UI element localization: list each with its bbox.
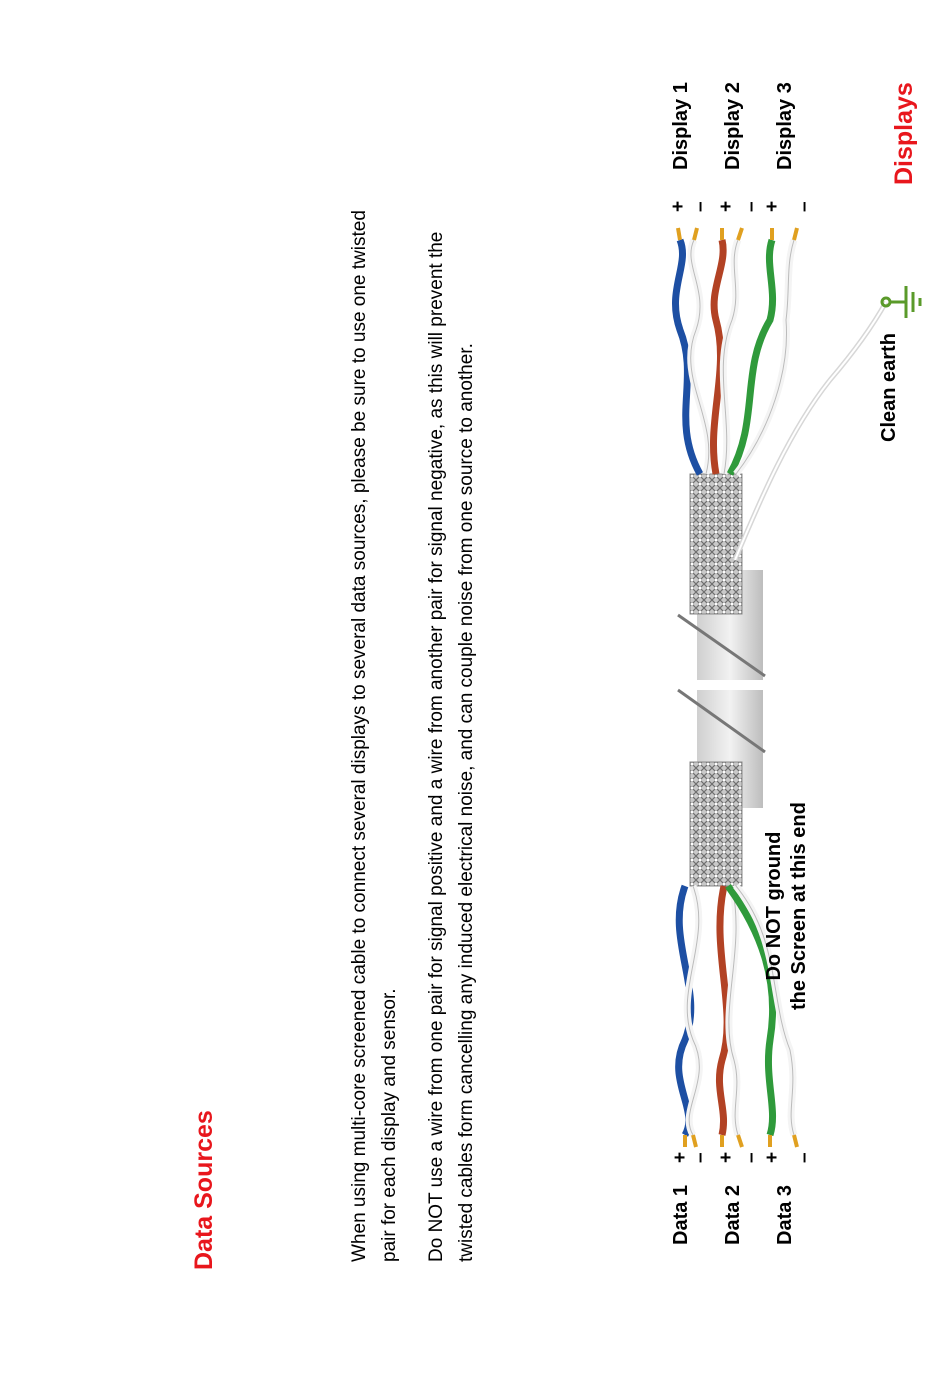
display-2-minus: –: [741, 201, 762, 212]
data-sources-heading: Data Sources: [190, 1110, 218, 1270]
clean-earth-label: Clean earth: [878, 333, 900, 442]
source-label-data-3: Data 3: [774, 1184, 796, 1245]
source-1-minus: –: [690, 1152, 711, 1163]
display-3-plus: +: [762, 200, 783, 212]
instruction-line: When using multi-core screened cable to connect several displays to several data sources, please be sure to use one twisted: [349, 210, 370, 1262]
source-2-plus: +: [716, 1151, 737, 1163]
earth-symbol: [882, 286, 920, 318]
display-1-plus: +: [668, 200, 689, 212]
display-pairs: [675, 228, 797, 474]
instruction-line: twisted cables form cancelling any induced electrical noise, and can couple noise from one source to another.: [456, 343, 477, 1262]
display-label-1: Display 1: [670, 82, 692, 170]
displays-heading: Displays: [890, 82, 918, 185]
display-label-3: Display 3: [774, 82, 796, 170]
display-2-plus: +: [716, 200, 737, 212]
no-ground-note: [762, 802, 812, 1010]
source-label-data-1: Data 1: [670, 1184, 692, 1245]
display-1-minus: –: [690, 201, 711, 212]
source-3-minus: –: [794, 1152, 815, 1163]
instruction-line: Do NOT use a wire from one pair for signal positive and a wire from another pair for signal negative, as this will prevent the: [426, 231, 447, 1262]
display-label-2: Display 2: [722, 82, 744, 170]
display-braid: [690, 474, 742, 614]
source-braid: [690, 762, 742, 886]
no-ground-line-2: the Screen at this end: [788, 802, 810, 1010]
source-label-data-2: Data 2: [722, 1184, 744, 1245]
source-1-plus: +: [670, 1151, 691, 1163]
instruction-line: pair for each display and sensor.: [379, 988, 400, 1262]
source-3-plus: +: [762, 1151, 783, 1163]
source-2-minus: –: [741, 1152, 762, 1163]
display-3-minus: –: [794, 201, 815, 212]
no-ground-line-1: Do NOT ground: [763, 831, 785, 981]
